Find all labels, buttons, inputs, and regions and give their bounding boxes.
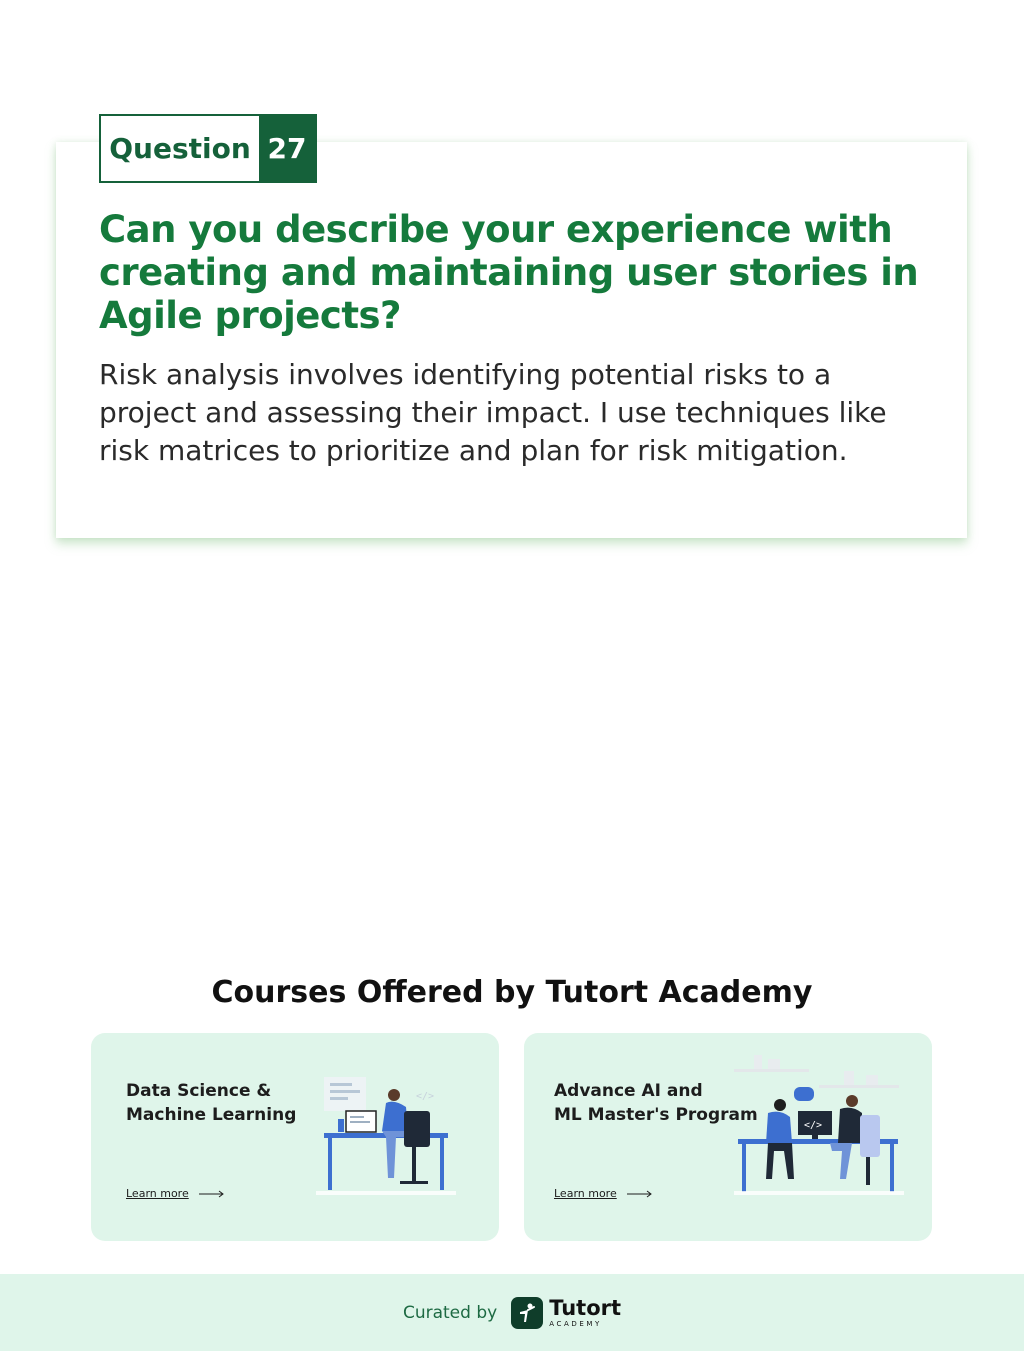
footer <box>0 1274 1024 1351</box>
logo-name: Tutort <box>549 1295 622 1320</box>
tutort-logo[interactable] <box>511 1297 621 1329</box>
question-number: 27 <box>259 116 315 181</box>
team-coding-illustration <box>734 1051 904 1201</box>
question-answer: Risk analysis involves identifying potential risks to a project and assessing their impact. I use techniques like risk matrices to prioritize and plan for risk mitigation. <box>99 358 887 467</box>
arrow-right-icon <box>627 1190 653 1198</box>
question-tag <box>99 114 317 183</box>
learn-more-link[interactable] <box>126 1187 225 1200</box>
learn-more-link[interactable] <box>554 1187 653 1200</box>
course-title-line1: Data Science & <box>126 1081 272 1101</box>
course-title-line1: Advance AI and <box>554 1081 703 1101</box>
learn-more-label: Learn more <box>554 1187 617 1200</box>
courses-heading: Courses Offered by Tutort Academy <box>211 975 813 1010</box>
learn-more-label: Learn more <box>126 1187 189 1200</box>
developer-at-desk-illustration <box>316 1073 456 1198</box>
svg-text:</>: </> <box>416 1091 435 1102</box>
question-card <box>56 142 967 538</box>
arrow-right-icon <box>199 1190 225 1198</box>
tutort-logo-icon <box>511 1297 543 1329</box>
tutort-logo-text <box>549 1295 622 1328</box>
course-title-line2: ML Master's Program <box>554 1105 758 1125</box>
curated-by-label: Curated by <box>402 1302 498 1323</box>
course-card-data-science[interactable] <box>91 1033 499 1241</box>
question-title: Can you describe your experience with creating and maintaining user stories in Agile projects? <box>99 208 919 337</box>
course-card-ai-ml[interactable] <box>524 1033 932 1241</box>
question-label: Question <box>109 132 251 165</box>
svg-text:</>: </> <box>804 1120 823 1131</box>
logo-sub: ACADEMY <box>549 1319 602 1328</box>
course-title-line2: Machine Learning <box>126 1105 297 1125</box>
course-title <box>126 1079 326 1127</box>
